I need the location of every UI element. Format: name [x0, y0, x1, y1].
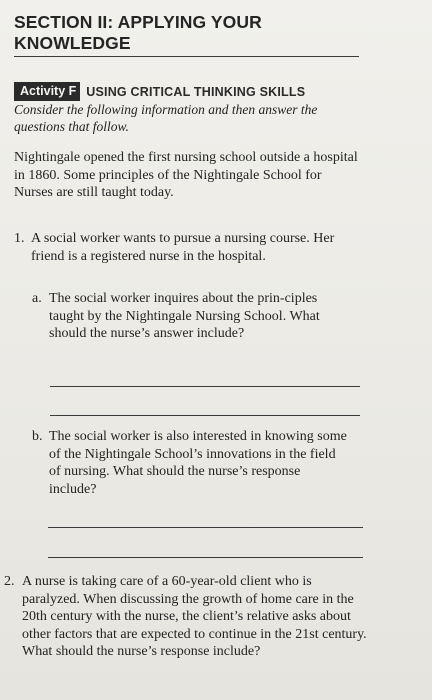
activity-badge: Activity F	[14, 82, 80, 101]
section-title: SECTION II: APPLYING YOUR KNOWLEDGE	[14, 12, 359, 57]
question-number: 2.	[4, 574, 15, 589]
answer-line[interactable]	[50, 386, 360, 387]
intro-paragraph: Nightingale opened the first nursing school outside a hospital in 1860. Some principles of the Nightingale School for Nurses are still taught today.	[14, 150, 358, 200]
question-1	[14, 230, 344, 265]
answer-line[interactable]	[48, 557, 363, 558]
question-text: A social worker wants to pursue a nursing course. Her friend is a registered nurse in the hospital.	[31, 231, 335, 264]
question-1b	[32, 428, 350, 498]
activity-title: USING CRITICAL THINKING SKILLS	[86, 84, 306, 99]
question-1a	[32, 290, 346, 343]
question-number: 1.	[14, 231, 25, 246]
part-text: The social worker inquires about the prin-ciples taught by the Nightingale Nursing School. What should the nurse’s answer include?	[49, 291, 320, 341]
part-text: The social worker is also interested in knowing some of the Nightingale School’s innovations in the field of nursing. What should the nurse’s response include?	[49, 429, 347, 497]
answer-line[interactable]	[50, 415, 360, 416]
question-text: A nurse is taking care of a 60-year-old client who is paralyzed. When discussing the growth of home care in the 20th century with the nurse, the client’s relative asks about other factors that are expected to continue in the 21st century. What should the nurse’s response include?	[22, 574, 367, 659]
activity-instructions: Consider the following information and then answer the questions that follow.	[14, 102, 318, 134]
question-2	[4, 573, 368, 661]
part-label: b.	[32, 429, 43, 444]
answer-line[interactable]	[48, 527, 363, 528]
part-label: a.	[32, 291, 42, 306]
activity-header	[14, 82, 305, 101]
